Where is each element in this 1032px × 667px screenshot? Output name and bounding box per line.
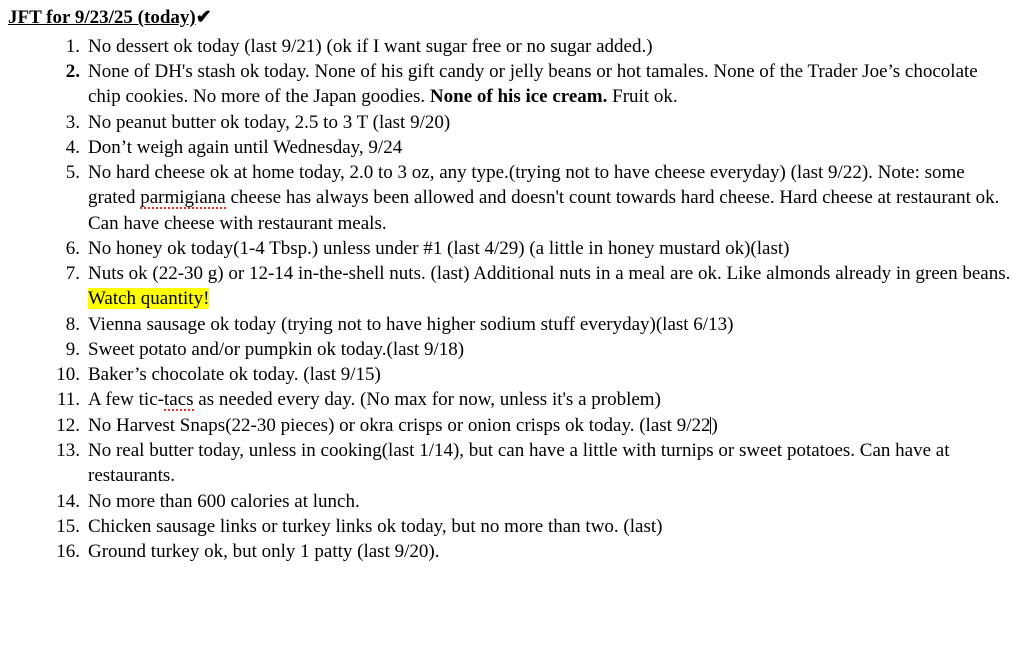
list-item-number: 11. — [56, 389, 80, 411]
list-item-text: Vienna sausage ok today (trying not to have higher sodium stuff everyday)(last 6/13) — [88, 313, 734, 335]
list-item — [0, 489, 1032, 514]
text-segment: A few tic- — [88, 389, 164, 411]
list-item — [0, 539, 1032, 564]
list-item-number: 2. — [65, 61, 80, 83]
list-item-text: No more than 600 calories at lunch. — [88, 490, 360, 512]
list-item-number: 13. — [56, 440, 80, 461]
list-item-number: 5. — [65, 162, 80, 184]
text-segment: as needed every day. (No max for now, unless it's a problem) — [193, 389, 661, 411]
highlighted-text: Watch quantity! — [88, 288, 210, 310]
list-item-text: No real butter today, unless in cooking(last 1/14), but can have a little with turnips or sweet potatoes. Can have at restaurants. — [88, 440, 950, 487]
list-item — [0, 438, 1032, 489]
check-icon: ✔ — [195, 7, 212, 28]
list-item — [0, 337, 1032, 362]
list-item-text: No honey ok today(1-4 Tbsp.) unless under #1 (last 4/29) (a little in honey mustard ok)(last) — [88, 237, 790, 259]
list-item-number: 9. — [65, 338, 80, 360]
spellcheck-word: tacs — [163, 389, 194, 411]
list-item-text: No dessert ok today (last 9/21) (ok if I want sugar free or no sugar added.) — [88, 35, 653, 57]
list-item-number: 12. — [56, 414, 80, 436]
list-item-number: 7. — [65, 263, 80, 285]
list-item-number: 3. — [65, 111, 80, 133]
text-segment: Nuts ok (22-30 g) or 12-14 in-the-shell nuts. (last) Additional nuts in a meal are ok. Like almonds already in green beans. — [88, 263, 1011, 285]
text-segment: ) — [711, 414, 718, 436]
text-segment-bold: None of his ice cream. — [429, 86, 608, 108]
text-segment: No hard cheese ok at home today, 2.0 to 3 oz, any type.(trying not to have cheese everyday) (last 9/22). Note: some grated — [88, 162, 965, 209]
text-segment: No Harvest Snaps(22-30 pieces) or okra crisps or onion crisps ok today. (last 9/22 — [88, 414, 711, 436]
spellcheck-word: parmigiana — [140, 187, 226, 209]
list-item-text — [88, 415, 718, 436]
title-row — [8, 6, 1032, 32]
list-item-text — [88, 162, 999, 234]
page-title: JFT for 9/23/25 (today) — [8, 7, 196, 28]
list-item — [0, 261, 1032, 312]
list-item-text: Don’t weigh again until Wednesday, 9/24 — [88, 136, 403, 158]
list-item-text — [88, 389, 661, 411]
list-item-text: Sweet potato and/or pumpkin ok today.(last 9/18) — [88, 338, 465, 360]
list-item — [0, 312, 1032, 337]
list-item — [0, 135, 1032, 160]
text-segment: cheese has always been allowed and doesn't count towards hard cheese. Hard cheese at restaurant ok. Can have cheese with restaurant meals. — [88, 187, 1000, 234]
list-item-number: 14. — [56, 490, 80, 512]
list-item — [0, 514, 1032, 539]
list-item-text: Chicken sausage links or turkey links ok today, but no more than two. (last) — [88, 515, 663, 537]
list-item — [0, 110, 1032, 135]
list-item-number: 10. — [56, 364, 80, 386]
list-item — [0, 59, 1032, 110]
list-item-text — [88, 263, 1010, 309]
jft-list — [0, 34, 1032, 565]
list-item — [0, 362, 1032, 387]
list-item-number: 1. — [65, 35, 80, 57]
list-item-number: 4. — [65, 136, 80, 158]
list-item — [0, 34, 1032, 59]
text-segment: Fruit ok. — [607, 86, 678, 108]
list-item-text: Baker’s chocolate ok today. (last 9/15) — [88, 364, 381, 386]
list-item — [0, 160, 1032, 236]
list-item — [0, 387, 1032, 412]
text-segment: None of DH's stash ok today. None of his gift candy or jelly beans or hot tamales. None of the Trader Joe’s chocolate chip cookies. No more of the Japan goodies. — [88, 61, 978, 108]
list-item — [0, 413, 1032, 438]
list-item-number: 15. — [56, 515, 80, 537]
list-item-text: No peanut butter ok today, 2.5 to 3 T (last 9/20) — [88, 111, 451, 133]
list-item-number: 8. — [65, 313, 80, 335]
list-item-text: Ground turkey ok, but only 1 patty (last 9/20). — [88, 541, 440, 563]
list-item-number: 16. — [56, 541, 80, 563]
list-item — [0, 236, 1032, 261]
list-item-text — [88, 61, 978, 107]
list-item-number: 6. — [65, 237, 80, 259]
